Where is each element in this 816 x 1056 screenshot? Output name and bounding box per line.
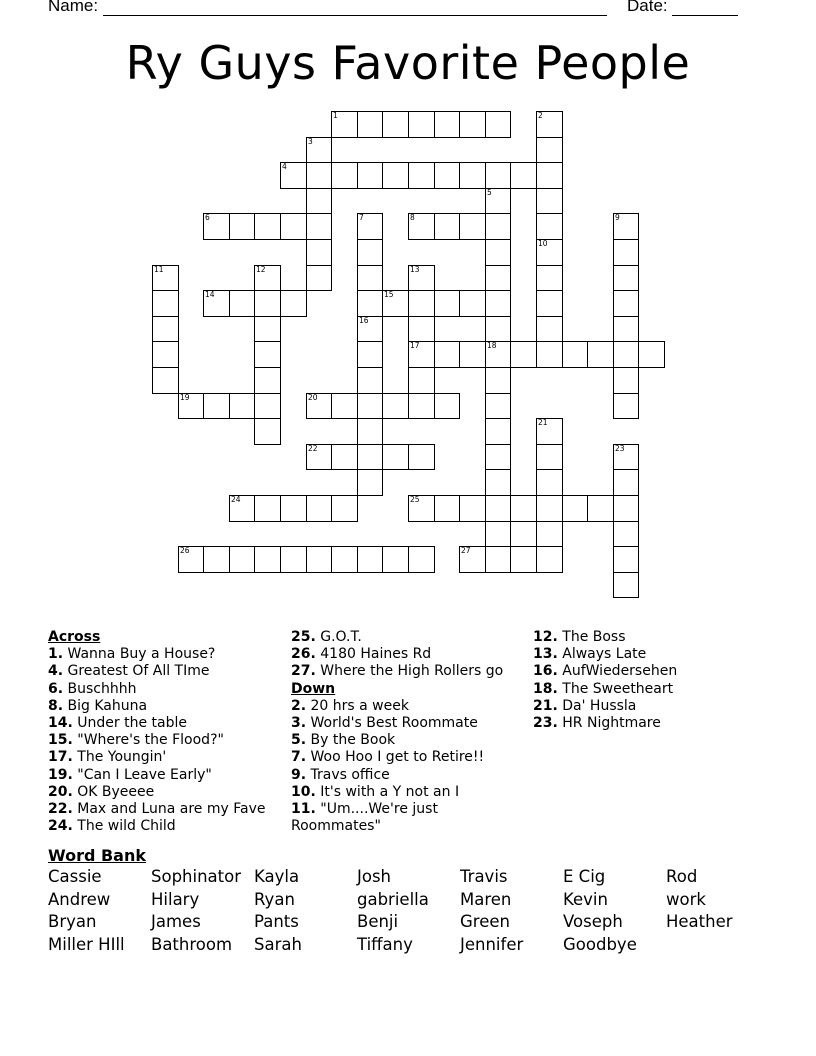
- clue-text: 4180 Haines Rd: [315, 646, 432, 663]
- down-clue: [291, 732, 531, 749]
- grid-cell[interactable]: [357, 162, 383, 189]
- grid-cell[interactable]: [408, 162, 435, 189]
- grid-cell[interactable]: [613, 341, 639, 368]
- down-clue: [291, 801, 531, 835]
- clue-text: Da' Hussla: [557, 697, 637, 714]
- clue-text: "Can I Leave Early": [72, 766, 212, 783]
- grid-cell[interactable]: [408, 495, 435, 522]
- clue-number: 3: [308, 137, 313, 146]
- word-bank-item: Heather: [666, 912, 733, 932]
- word-bank-item: Miller HIll: [48, 934, 125, 954]
- grid-cell[interactable]: [306, 265, 332, 291]
- down-clue: [291, 767, 531, 784]
- grid-cell[interactable]: [408, 546, 435, 573]
- grid-cell[interactable]: [254, 495, 281, 522]
- word-bank-item: Voseph: [563, 912, 623, 932]
- across-clue: [291, 629, 531, 646]
- grid-cell[interactable]: [613, 290, 639, 317]
- grid-cell[interactable]: [178, 393, 204, 419]
- grid-cell[interactable]: [357, 213, 383, 240]
- grid-cell[interactable]: [408, 290, 435, 317]
- grid-cell[interactable]: [459, 213, 486, 240]
- clue-number: 1.: [48, 646, 64, 663]
- across-clue: [48, 663, 288, 680]
- clue-text: OK Byeeee: [72, 783, 155, 800]
- clue-number: 3.: [291, 715, 307, 732]
- clue-number: 5: [487, 188, 492, 197]
- grid-cell[interactable]: [280, 162, 307, 189]
- clue-number: 27: [461, 546, 471, 555]
- clue-number: 14: [205, 290, 215, 299]
- grid-cell[interactable]: [536, 418, 563, 445]
- grid-cell[interactable]: [536, 495, 563, 522]
- grid-cell[interactable]: [510, 495, 537, 522]
- across-clue: [48, 732, 288, 749]
- grid-cell[interactable]: [613, 495, 639, 522]
- grid-cell[interactable]: [485, 341, 511, 368]
- word-bank-item: Sophinator: [151, 867, 242, 886]
- grid-cell[interactable]: [229, 393, 255, 419]
- grid-cell[interactable]: [382, 444, 409, 470]
- grid-cell[interactable]: [536, 111, 563, 138]
- grid-cell[interactable]: [254, 367, 281, 394]
- clue-number: 13: [410, 265, 420, 274]
- clue-number: 26: [180, 546, 190, 555]
- grid-cell[interactable]: [254, 316, 281, 342]
- clue-number: 4: [282, 162, 287, 171]
- clue-number: 15: [384, 290, 394, 299]
- date-label: Date:: [627, 0, 668, 15]
- clue-column-1: [48, 629, 288, 835]
- grid-cell[interactable]: [613, 213, 639, 240]
- grid-cell[interactable]: [434, 393, 460, 419]
- clue-number: 10.: [291, 783, 316, 800]
- word-bank-title: Word Bank: [48, 846, 147, 865]
- down-clue: [291, 784, 531, 801]
- across-clue: [48, 681, 288, 698]
- grid-cell[interactable]: [229, 495, 255, 522]
- clue-number: 19: [180, 393, 190, 402]
- grid-cell[interactable]: [587, 341, 614, 368]
- grid-cell[interactable]: [408, 341, 435, 368]
- clue-number: 8.: [48, 697, 64, 714]
- clue-number: 16.: [533, 663, 558, 680]
- grid-cell[interactable]: [459, 495, 486, 522]
- grid-cell[interactable]: [408, 316, 435, 342]
- clue-text: The wild Child: [72, 818, 176, 835]
- clue-text: The Boss: [557, 629, 626, 645]
- word-bank-item: Rod: [666, 867, 698, 886]
- grid-cell[interactable]: [485, 239, 511, 266]
- clue-text: Travs office: [306, 766, 390, 783]
- clue-column-2: [291, 629, 531, 835]
- grid-cell[interactable]: [408, 265, 435, 291]
- grid-cell[interactable]: [485, 495, 511, 522]
- down-clue: [533, 681, 773, 698]
- grid-cell[interactable]: [331, 162, 358, 189]
- grid-cell[interactable]: [357, 265, 383, 291]
- clue-number: 21: [538, 418, 548, 427]
- grid-cell[interactable]: [485, 188, 511, 214]
- grid-cell[interactable]: [357, 469, 383, 496]
- across-clue: [48, 646, 288, 663]
- down-clue: [533, 629, 773, 646]
- grid-cell[interactable]: [254, 341, 281, 368]
- grid-cell[interactable]: [536, 188, 563, 214]
- word-bank-item: Tiffany: [357, 934, 413, 954]
- word-bank-item: Jennifer: [460, 934, 524, 954]
- clue-text: Under the table: [72, 715, 187, 732]
- clue-number: 11.: [291, 801, 316, 818]
- grid-cell[interactable]: [485, 444, 511, 470]
- grid-cell[interactable]: [510, 546, 537, 573]
- grid-cell[interactable]: [434, 290, 460, 317]
- grid-cell[interactable]: [536, 521, 563, 547]
- clue-text: Woo Hoo I get to Retire!!: [306, 749, 485, 766]
- grid-cell[interactable]: [459, 162, 486, 189]
- grid-cell[interactable]: [613, 444, 639, 470]
- grid-cell[interactable]: [485, 418, 511, 445]
- across-clue: [48, 715, 288, 732]
- grid-cell[interactable]: [536, 469, 563, 496]
- grid-cell[interactable]: [408, 111, 435, 138]
- down-clue: [291, 715, 531, 732]
- grid-cell[interactable]: [459, 111, 486, 138]
- clue-number: 7: [359, 213, 364, 222]
- grid-cell[interactable]: [382, 546, 409, 573]
- clue-number: 4.: [48, 663, 64, 680]
- clue-number: 7.: [291, 749, 307, 766]
- grid-cell[interactable]: [357, 444, 383, 470]
- clue-number: 23.: [533, 715, 558, 732]
- grid-cell[interactable]: [203, 290, 230, 317]
- grid-cell[interactable]: [485, 469, 511, 496]
- across-clue: [48, 749, 288, 766]
- word-bank-item: Goodbye: [563, 934, 637, 954]
- grid-cell[interactable]: [280, 546, 307, 573]
- clue-number: 21.: [533, 697, 558, 714]
- word-bank-item: Green: [460, 912, 510, 932]
- grid-cell[interactable]: [434, 495, 460, 522]
- clue-text: G.O.T.: [315, 629, 362, 645]
- clue-text: The Youngin': [72, 749, 167, 766]
- down-clue: [291, 749, 531, 766]
- clue-text: 20 hrs a week: [306, 697, 409, 714]
- grid-cell[interactable]: [229, 546, 255, 573]
- grid-cell[interactable]: [613, 265, 639, 291]
- grid-cell[interactable]: [434, 162, 460, 189]
- grid-cell[interactable]: [306, 444, 332, 470]
- clue-text: World's Best Roommate: [306, 715, 478, 732]
- across-clue: [48, 801, 288, 818]
- grid-cell[interactable]: [613, 316, 639, 342]
- grid-cell[interactable]: [306, 393, 332, 419]
- grid-cell[interactable]: [178, 546, 204, 573]
- clue-number: 25: [410, 495, 420, 504]
- clue-number: 12: [256, 265, 266, 274]
- grid-cell[interactable]: [485, 111, 511, 138]
- clue-number: 23: [615, 444, 625, 453]
- clue-text: "Um....We're just Roommates": [291, 801, 438, 835]
- grid-cell[interactable]: [331, 393, 358, 419]
- grid-cell[interactable]: [536, 444, 563, 470]
- down-clue: [291, 698, 531, 715]
- clue-number: 17: [410, 341, 420, 350]
- grid-cell[interactable]: [638, 341, 665, 368]
- word-bank-item: James: [151, 912, 201, 932]
- clue-number: 5.: [291, 732, 307, 749]
- word-bank-item: Maren: [460, 889, 512, 909]
- clue-text: Wanna Buy a House?: [63, 646, 216, 663]
- clue-text: AufWiedersehen: [557, 663, 678, 680]
- clue-number: 22: [308, 444, 318, 453]
- word-bank-item: Sarah: [254, 934, 302, 954]
- grid-cell[interactable]: [562, 341, 588, 368]
- grid-cell[interactable]: [613, 367, 639, 394]
- grid-cell[interactable]: [357, 239, 383, 266]
- across-clue: [48, 818, 288, 835]
- grid-cell[interactable]: [485, 162, 511, 189]
- grid-cell[interactable]: [306, 546, 332, 573]
- grid-cell[interactable]: [485, 546, 511, 573]
- down-clue: [533, 698, 773, 715]
- word-bank-item: gabriella: [357, 889, 429, 909]
- clue-number: 9: [615, 213, 620, 222]
- grid-cell[interactable]: [254, 546, 281, 573]
- clue-number: 11: [154, 265, 164, 274]
- clue-number: 20.: [48, 783, 73, 800]
- grid-cell[interactable]: [485, 316, 511, 342]
- grid-cell[interactable]: [331, 444, 358, 470]
- grid-cell[interactable]: [434, 213, 460, 240]
- grid-cell[interactable]: [152, 341, 179, 368]
- grid-cell[interactable]: [613, 393, 639, 419]
- grid-cell[interactable]: [357, 367, 383, 394]
- grid-cell[interactable]: [382, 393, 409, 419]
- grid-cell[interactable]: [434, 111, 460, 138]
- grid-cell[interactable]: [152, 265, 179, 291]
- grid-cell[interactable]: [306, 495, 332, 522]
- grid-cell[interactable]: [357, 341, 383, 368]
- grid-cell[interactable]: [382, 162, 409, 189]
- clue-number: 24: [231, 495, 241, 504]
- grid-cell[interactable]: [485, 290, 511, 317]
- across-clue: [291, 646, 531, 663]
- grid-cell[interactable]: [613, 572, 639, 598]
- word-bank-item: Bryan: [48, 912, 97, 932]
- clue-number: 25.: [291, 629, 316, 645]
- grid-cell[interactable]: [459, 546, 486, 573]
- grid-cell[interactable]: [382, 290, 409, 317]
- grid-cell[interactable]: [562, 495, 588, 522]
- clue-number: 22.: [48, 801, 73, 818]
- grid-cell[interactable]: [331, 495, 358, 522]
- grid-cell[interactable]: [203, 546, 230, 573]
- grid-cell[interactable]: [152, 316, 179, 342]
- clue-number: 2: [538, 111, 543, 120]
- grid-cell[interactable]: [331, 546, 358, 573]
- grid-cell[interactable]: [408, 444, 435, 470]
- grid-cell[interactable]: [357, 316, 383, 342]
- grid-cell[interactable]: [485, 393, 511, 419]
- grid-cell[interactable]: [408, 393, 435, 419]
- grid-cell[interactable]: [434, 341, 460, 368]
- clue-text: Where the High Rollers go: [315, 663, 504, 680]
- word-bank-item: Kevin: [563, 889, 608, 909]
- across-clue: [48, 767, 288, 784]
- grid-cell[interactable]: [357, 111, 383, 138]
- grid-cell[interactable]: [254, 393, 281, 419]
- clue-text: HR Nightmare: [557, 715, 661, 732]
- grid-cell[interactable]: [306, 162, 332, 189]
- grid-cell[interactable]: [408, 213, 435, 240]
- clue-number: 19.: [48, 766, 73, 783]
- puzzle-title: Ry Guys Favorite People: [125, 36, 691, 90]
- word-bank-item: Cassie: [48, 867, 102, 886]
- grid-cell[interactable]: [254, 265, 281, 291]
- grid-cell[interactable]: [357, 546, 383, 573]
- clue-text: Always Late: [557, 646, 647, 663]
- grid-cell[interactable]: [536, 239, 563, 266]
- grid-cell[interactable]: [357, 393, 383, 419]
- clue-number: 6.: [48, 680, 64, 697]
- word-bank-item: E Cig: [563, 867, 606, 886]
- grid-cell[interactable]: [357, 418, 383, 445]
- clue-number: 27.: [291, 663, 316, 680]
- grid-cell[interactable]: [485, 521, 511, 547]
- grid-cell[interactable]: [382, 111, 409, 138]
- grid-cell[interactable]: [485, 265, 511, 291]
- clue-text: Max and Luna are my Fave: [72, 801, 266, 818]
- grid-cell[interactable]: [536, 290, 563, 317]
- down-clue: [533, 715, 773, 732]
- down-clue: [533, 663, 773, 680]
- grid-cell[interactable]: [203, 393, 230, 419]
- grid-cell[interactable]: [459, 290, 486, 317]
- grid-cell[interactable]: [613, 546, 639, 573]
- clue-number: 16: [359, 316, 369, 325]
- clue-column-3: [533, 629, 773, 732]
- grid-cell[interactable]: [613, 469, 639, 496]
- grid-cell[interactable]: [510, 162, 537, 189]
- grid-cell[interactable]: [306, 188, 332, 214]
- grid-cell[interactable]: [306, 239, 332, 266]
- grid-cell[interactable]: [280, 290, 307, 317]
- grid-cell[interactable]: [152, 290, 179, 317]
- clue-number: 6: [205, 213, 210, 222]
- grid-cell[interactable]: [485, 367, 511, 394]
- clue-text: Big Kahuna: [63, 697, 148, 714]
- grid-cell[interactable]: [536, 316, 563, 342]
- grid-cell[interactable]: [254, 213, 281, 240]
- down-clue: [533, 646, 773, 663]
- grid-cell[interactable]: [229, 290, 255, 317]
- word-bank-item: Benji: [357, 912, 399, 932]
- clue-number: 14.: [48, 715, 73, 732]
- name-label: Name:: [48, 0, 99, 15]
- grid-cell[interactable]: [510, 341, 537, 368]
- grid-cell[interactable]: [280, 213, 307, 240]
- clue-number: 12.: [533, 629, 558, 645]
- word-bank-item: Bathroom: [151, 934, 233, 954]
- clue-number: 17.: [48, 749, 73, 766]
- word-bank-item: work: [666, 889, 706, 909]
- word-bank-item: Travis: [460, 867, 508, 886]
- grid-cell[interactable]: [357, 290, 383, 317]
- clue-text: Buschhhh: [63, 680, 137, 697]
- grid-cell[interactable]: [613, 239, 639, 266]
- grid-cell[interactable]: [306, 213, 332, 240]
- grid-cell[interactable]: [152, 367, 179, 394]
- clue-text: By the Book: [306, 732, 396, 749]
- grid-cell[interactable]: [536, 213, 563, 240]
- clue-number: 10: [538, 239, 548, 248]
- across-heading: Across: [48, 629, 101, 645]
- word-bank-item: Josh: [357, 867, 392, 886]
- clue-number: 15.: [48, 732, 73, 749]
- grid-cell[interactable]: [536, 546, 563, 573]
- grid-cell[interactable]: [587, 495, 614, 522]
- word-bank-item: Ryan: [254, 889, 295, 909]
- clue-number: 26.: [291, 646, 316, 663]
- across-clue: [48, 784, 288, 801]
- grid-cell[interactable]: [408, 367, 435, 394]
- word-bank-item: Andrew: [48, 889, 111, 909]
- word-bank-item: Pants: [254, 912, 299, 932]
- clue-number: 18: [487, 341, 497, 350]
- clue-number: 13.: [533, 646, 558, 663]
- clue-number: 1: [333, 111, 338, 120]
- word-bank: [48, 866, 768, 956]
- down-heading: Down: [291, 680, 336, 697]
- across-clue: [291, 663, 531, 680]
- clue-text: "Where's the Flood?": [72, 732, 224, 749]
- grid-cell[interactable]: [254, 290, 281, 317]
- grid-cell[interactable]: [613, 521, 639, 547]
- grid-cell[interactable]: [203, 213, 230, 240]
- clue-number: 20: [308, 393, 318, 402]
- grid-cell[interactable]: [536, 265, 563, 291]
- clue-text: Greatest Of All TIme: [63, 663, 210, 680]
- grid-cell[interactable]: [254, 418, 281, 445]
- grid-cell[interactable]: [536, 137, 563, 163]
- word-bank-item: Kayla: [254, 867, 300, 886]
- clue-number: 24.: [48, 818, 73, 835]
- word-bank-item: Hilary: [151, 889, 200, 909]
- grid-cell[interactable]: [280, 495, 307, 522]
- grid-cell[interactable]: [331, 111, 358, 138]
- clue-number: 8: [410, 213, 415, 222]
- grid-cell[interactable]: [306, 137, 332, 163]
- clue-number: 2.: [291, 697, 307, 714]
- grid-cell[interactable]: [459, 341, 486, 368]
- grid-cell[interactable]: [485, 213, 511, 240]
- clue-text: The Sweetheart: [557, 680, 674, 697]
- grid-cell[interactable]: [229, 213, 255, 240]
- grid-cell[interactable]: [536, 341, 563, 368]
- clue-number: 18.: [533, 680, 558, 697]
- across-clue: [48, 698, 288, 715]
- clue-text: It's with a Y not an I: [315, 783, 460, 800]
- clue-number: 9.: [291, 766, 307, 783]
- grid-cell[interactable]: [536, 162, 563, 189]
